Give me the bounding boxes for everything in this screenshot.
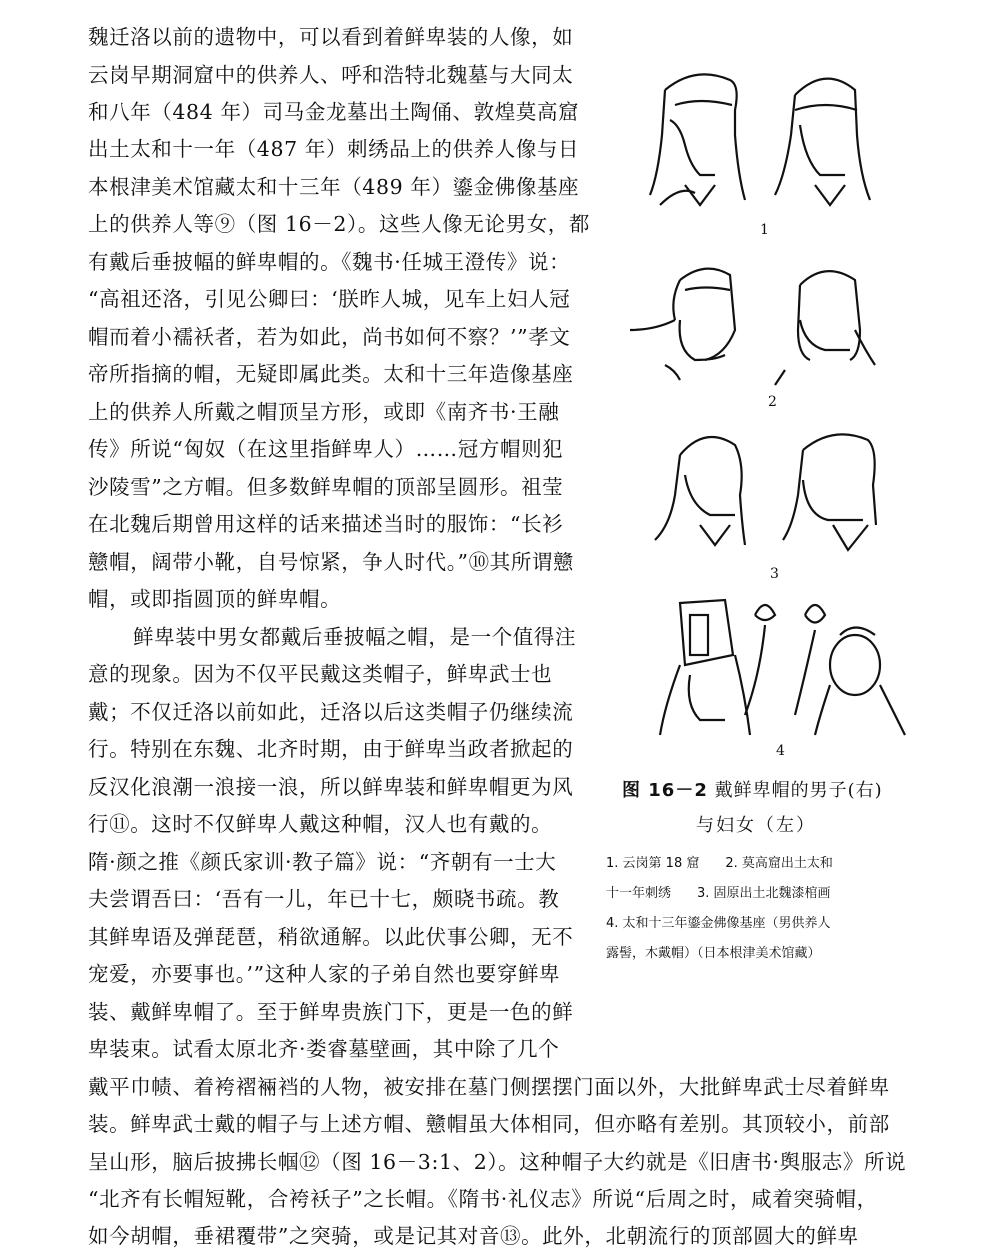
text-line: 反汉化浪潮一浪接一浪，所以鲜卑装和鲜卑帽更为风: [88, 775, 574, 799]
text-line: 帽，或即指圆顶的鲜卑帽。: [88, 587, 342, 611]
text-line: 行⑪。这时不仅鲜卑人戴这种帽，汉人也有戴的。: [88, 812, 553, 836]
figure-caption-label: 图 16－2: [622, 780, 708, 801]
text-line: 呈山形，脑后披拂长帼⑫（图 16－3:1、2）。这种帽子大约就是《旧唐书·舆服志》所说: [88, 1150, 907, 1174]
figure-1-right-man-drawing: [765, 65, 880, 215]
text-line: 装。鲜卑武士戴的帽子与上述方帽、戆帽虽大体相同，但亦略有差别。其顶较小，前部: [88, 1112, 890, 1136]
text-line: 隋·颜之推《颜氏家训·教子篇》说：“齐朝有一士大: [88, 850, 557, 874]
figure-4-donors-drawing: [655, 595, 925, 740]
text-line: 沙陵雪”之方帽。但多数鲜卑帽的顶部呈圆形。祖莹: [88, 475, 564, 499]
text-line: 帽而着小襦袄者，若为如此，尚书如何不察？’”孝文: [88, 325, 571, 349]
text-line: 戴平巾帻、着袴褶裲裆的人物，被安排在墓门侧摆摆门面以外，大批鲜卑武士尽着鲜卑: [88, 1075, 890, 1099]
text-line: 上的供养人等⑨（图 16－2）。这些人像无论男女，都: [88, 212, 590, 236]
figure-number-3: 3: [770, 566, 779, 582]
figure-1-left-woman-drawing: [640, 65, 750, 215]
text-line: 戴；不仅迁洛以前如此，迁洛以后这类帽子仍继续流: [88, 700, 574, 724]
text-line: 其鲜卑语及弹琵琶，稍欲通解。以此伏事公卿，无不: [88, 925, 574, 949]
figure-2-right-man-drawing: [770, 260, 880, 390]
text-line: 云岗早期洞窟中的供养人、呼和浩特北魏墓与大同太: [88, 63, 574, 87]
text-line: 帝所指摘的帽，无疑即属此类。太和十三年造像基座: [88, 362, 574, 386]
text-line: 有戴后垂披幅的鲜卑帽的。《魏书·任城王澄传》说：: [88, 250, 571, 274]
figure-3-right-man-drawing: [778, 425, 898, 565]
figure-2-left-woman-drawing: [625, 260, 755, 390]
text-line: 卑装束。试看太原北齐·娄睿墓壁画，其中除了几个: [88, 1037, 560, 1061]
text-line: 出土太和十一年（487 年）刺绣品上的供养人像与日: [88, 137, 580, 161]
text-line: 宠爱，亦要事也。’”这种人家的子弟自然也要穿鲜卑: [88, 962, 561, 986]
text-line: 行。特别在东魏、北齐时期，由于鲜卑当政者掀起的: [88, 737, 574, 761]
text-line: 和八年（484 年）司马金龙墓出土陶俑、敦煌莫高窟: [88, 100, 580, 124]
figure-number-2: 2: [768, 394, 777, 410]
text-line: 本根津美术馆藏太和十三年（489 年）鎏金佛像基座: [88, 175, 580, 199]
text-line: 鲜卑装中男女都戴后垂披幅之帽，是一个值得注: [133, 625, 577, 649]
text-line: 夫尝谓吾曰：‘吾有一儿，年已十七，颇晓书疏。教: [88, 887, 560, 911]
figure-caption-title: [622, 776, 883, 802]
figure-note-line: 十一年刺绣 3. 固原出土北魏漆棺画: [606, 886, 831, 901]
figure-3-left-woman-drawing: [640, 425, 760, 565]
text-line: 装、戴鲜卑帽了。至于鲜卑贵族门下，更是一色的鲜: [88, 1000, 574, 1024]
figure-caption-title-line2: 与妇女（左）: [696, 815, 816, 836]
text-line: 传》所说“匈奴（在这里指鲜卑人）……冠方帽则犯: [88, 437, 564, 461]
figure-number-1: 1: [760, 222, 769, 238]
text-line: 在北魏后期曾用这样的话来描述当时的服饰：“长衫: [88, 512, 564, 536]
text-line: “北齐有长帽短靴，合袴袄子”之长帽。《隋书·礼仪志》所说“后周之时，咸着突骑帽，: [88, 1187, 878, 1211]
text-line: “高祖还洛，引见公卿曰：‘朕昨人城，见车上妇人冠: [88, 287, 571, 311]
text-line: 如今胡帽，垂裙覆带”之突骑，或是记其对音⑬。此外，北朝流行的顶部圆大的鲜卑: [88, 1224, 859, 1248]
figure-caption-text: 戴鲜卑帽的男子(右): [714, 780, 883, 801]
figure-note-line: 4. 太和十三年鎏金佛像基座（男供养人: [606, 916, 831, 931]
figure-number-4: 4: [776, 743, 785, 759]
figure-note-line: 1. 云岗第 18 窟 2. 莫高窟出土太和: [606, 856, 833, 871]
text-line: 戆帽，阔带小靴，自号惊紧，争人时代。”⑩其所谓戆: [88, 550, 575, 574]
text-line: 魏迁洛以前的遗物中，可以看到着鲜卑装的人像，如: [88, 25, 574, 49]
text-line: 意的现象。因为不仅平民戴这类帽子，鲜卑武士也: [88, 662, 553, 686]
text-line: 上的供养人所戴之帽顶呈方形，或即《南齐书·王融: [88, 400, 560, 424]
figure-note-line: 露髻，木戴帽）（日本根津美术馆藏）: [606, 946, 821, 961]
